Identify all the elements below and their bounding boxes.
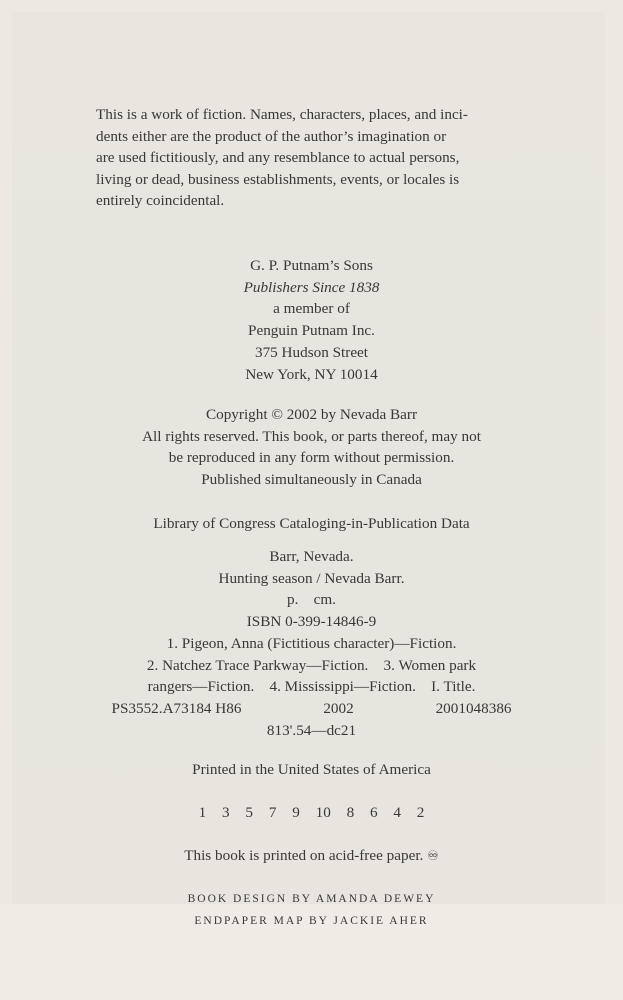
disclaimer-line: This is a work of fiction. Names, characters, places, and inci-: [96, 106, 468, 123]
publisher-tagline: Publishers Since 1838: [243, 278, 380, 296]
printed-in-text: Printed in the United States of America: [192, 761, 431, 778]
cip-heading-text: Library of Congress Cataloging-in-Publication Data: [153, 515, 470, 532]
printed-in: [0, 759, 623, 781]
book-design-credit: BOOK DESIGN BY AMANDA DEWEY: [187, 893, 436, 905]
publisher-city: New York, NY 10014: [245, 365, 378, 383]
design-credits: [0, 888, 623, 932]
infinity-icon: ♾: [427, 849, 439, 864]
printing-number: 3: [222, 804, 230, 821]
acid-free-notice: [0, 845, 623, 868]
cip-data: [0, 546, 623, 741]
cip-subject-line: 2. Natchez Trace Parkway—Fiction. 3. Women park: [146, 656, 477, 674]
copyright-notice: [0, 404, 623, 491]
acid-free-text: This book is printed on acid-free paper.: [184, 847, 424, 864]
cip-call-number: PS3552.A73184 H86: [111, 699, 242, 717]
printing-number: 5: [245, 804, 254, 821]
cip-title: Hunting season / Nevada Barr.: [218, 569, 405, 587]
fiction-disclaimer: [96, 104, 526, 212]
printing-number: 9: [292, 804, 300, 821]
printing-number: 7: [268, 804, 277, 821]
disclaimer-line: living or dead, business establishments, events, or locales is: [96, 170, 460, 188]
printing-number: 8: [346, 804, 355, 821]
printing-number-line: [0, 802, 623, 824]
cip-classification-line: [112, 698, 512, 720]
publisher-info: [0, 255, 623, 385]
copyright-line: All rights reserved. This book, or parts thereof, may not: [142, 427, 481, 445]
disclaimer-line: are used fictitiously, and any resemblance to actual persons,: [96, 149, 460, 167]
publisher-street: 375 Hudson Street: [254, 343, 369, 361]
printing-number: 2: [416, 804, 425, 821]
disclaimer-line: dents either are the product of the author’s imagination or: [96, 127, 447, 145]
endpaper-map-credit: ENDPAPER MAP BY JACKIE AHER: [194, 915, 429, 927]
cip-author: Barr, Nevada.: [269, 548, 354, 565]
cip-pcm: p. cm.: [287, 591, 336, 609]
cip-isbn: ISBN 0-399-14846-9: [246, 613, 377, 631]
acid-free-line: [0, 845, 623, 868]
publisher-parent: Penguin Putnam Inc.: [248, 322, 375, 340]
printing-number: 6: [369, 804, 378, 821]
cip-subject-line: 1. Pigeon, Anna (Fictitious character)—Fiction.: [166, 634, 457, 652]
copyright-line: Copyright © 2002 by Nevada Barr: [205, 406, 418, 423]
disclaimer-line: entirely coincidental.: [96, 192, 225, 210]
cip-year: 2002: [323, 699, 354, 717]
cip-heading: [0, 513, 623, 535]
printing-number: 1: [198, 804, 207, 821]
publisher-name: G. P. Putnam’s Sons: [250, 257, 373, 274]
cip-lccn: 2001048386: [435, 699, 512, 717]
copyright-line: Published simultaneously in Canada: [201, 471, 422, 489]
cip-subject-line: rangers—Fiction. 4. Mississippi—Fiction. I. Title.: [147, 678, 476, 696]
publisher-member-of: a member of: [273, 300, 350, 318]
cip-dewey: 813'.54—dc21: [266, 721, 357, 739]
printing-number: 10: [315, 804, 331, 821]
printing-number: 4: [393, 804, 401, 821]
copyright-line: be reproduced in any form without permission.: [168, 449, 455, 467]
